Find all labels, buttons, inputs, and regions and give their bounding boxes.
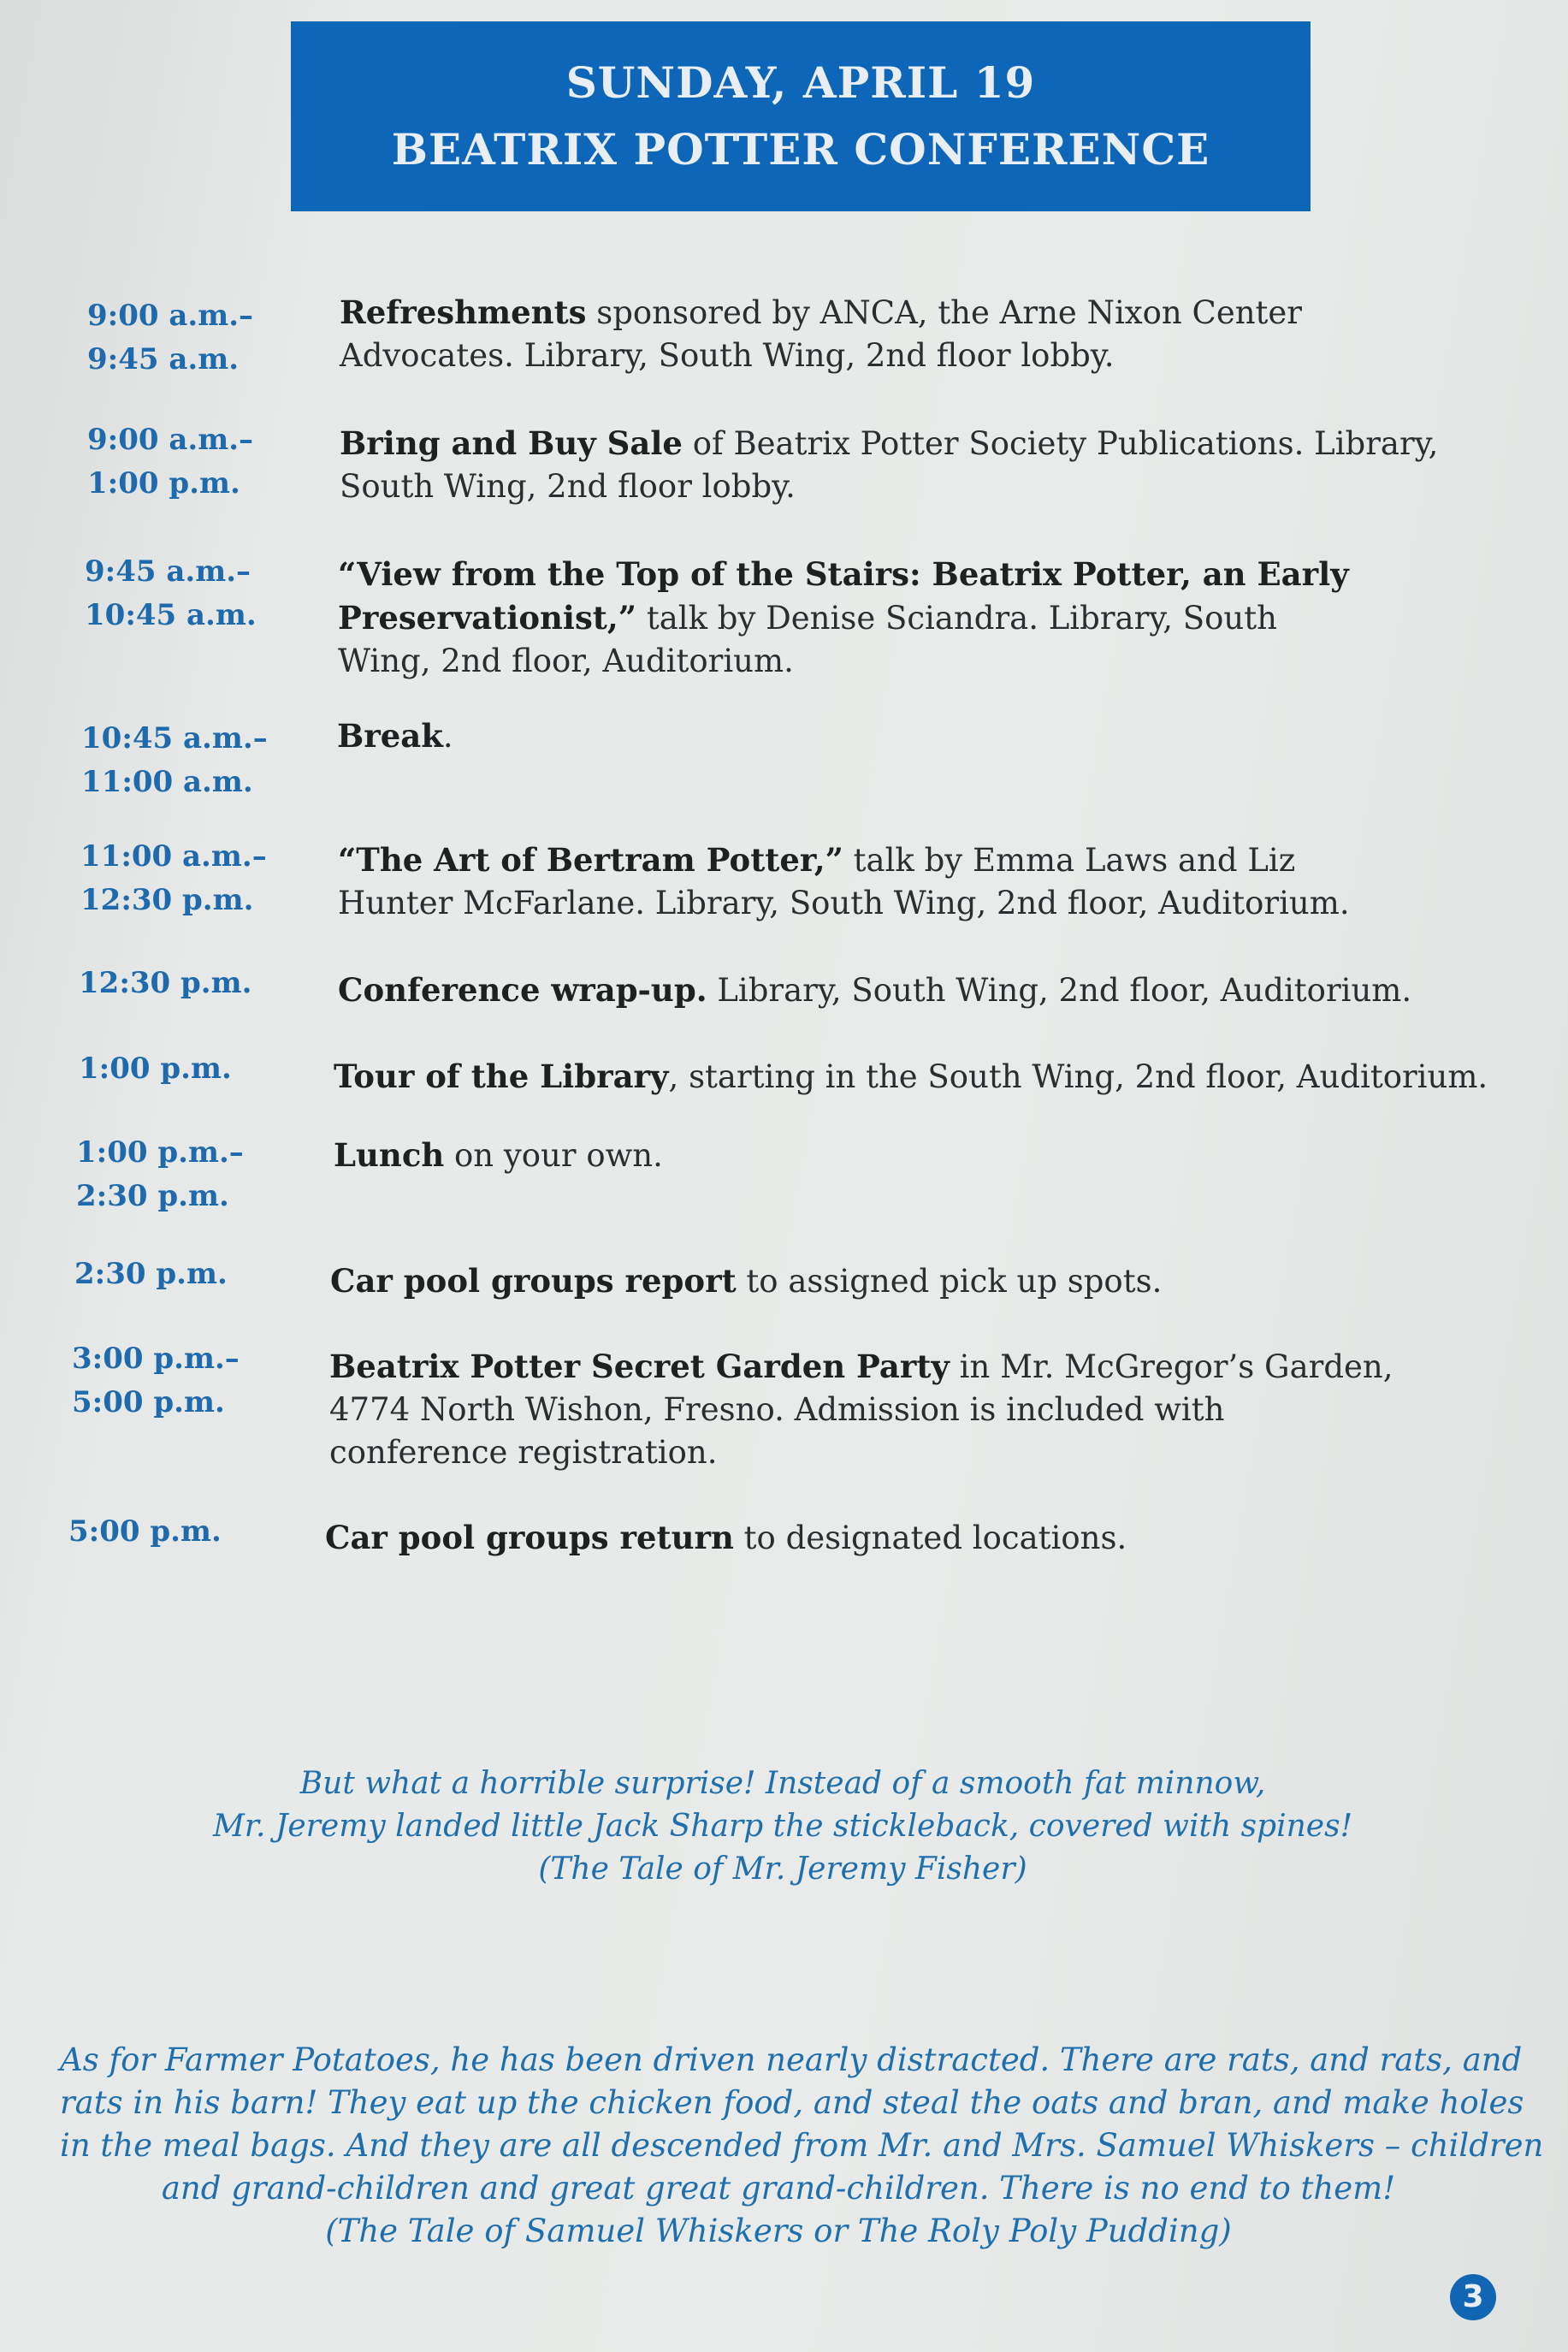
event-details: on your own. — [444, 1137, 663, 1174]
schedule-description — [334, 1134, 1471, 1177]
event-title: Bring and Buy Sale — [340, 424, 683, 462]
quote-line: in the meal bags. And they are all descended from Mr. and Mrs. Samuel Whiskers – children — [60, 2127, 1544, 2164]
schedule-description — [329, 1345, 1399, 1474]
schedule-time — [68, 1510, 317, 1554]
quote-source: (The Tale of Samuel Whiskers or The Roly Poly Pudding) — [325, 2213, 1232, 2249]
quote-source: (The Tale of Mr. Jeremy Fisher) — [538, 1851, 1027, 1887]
time-end: 5:00 p.m. — [72, 1385, 225, 1419]
time-start: 9:45 a.m.– — [85, 554, 251, 589]
schedule-time — [80, 835, 328, 922]
quote-line: rats in his barn! They eat up the chicken food, and steal the oats and bran, and make holes — [60, 2084, 1524, 2121]
time-start: 11:00 a.m.– — [80, 839, 267, 874]
time-end: 11:00 a.m. — [81, 765, 253, 799]
time-end: 2:30 p.m. — [76, 1179, 229, 1213]
schedule-description — [340, 422, 1477, 508]
event-title: Tour of the Library — [334, 1058, 669, 1095]
schedule-header — [291, 21, 1311, 211]
schedule-description — [338, 553, 1364, 683]
quote-line: and grand-children and great great grand-children. There is no end to them! — [161, 2170, 1396, 2207]
schedule-time — [81, 717, 329, 804]
time-start: 10:45 a.m.– — [81, 721, 268, 755]
event-title: Lunch — [334, 1136, 445, 1174]
time-start: 9:00 a.m.– — [87, 299, 254, 333]
schedule-description — [337, 714, 1475, 758]
event-title: “The Art of Bertram Potter,” — [338, 841, 843, 879]
page-number: 3 — [1450, 2274, 1496, 2320]
schedule-description — [334, 1055, 1531, 1099]
event-title: Car pool groups return — [325, 1519, 734, 1556]
schedule-description — [338, 838, 1416, 925]
quote-line: Mr. Jeremy landed little Jack Sharp the stickleback, covered with spines! — [212, 1809, 1353, 1844]
event-title: “View from the Top of the Stairs: Beatrix Potter, an Early Preservationist,” — [338, 555, 1349, 637]
time-start: 9:00 a.m.– — [87, 423, 254, 457]
event-details: talk by Emma Laws and Liz Hunter McFarlane. Library, South Wing, 2nd floor, Auditorium. — [338, 842, 1350, 921]
schedule-time — [87, 294, 335, 382]
time-start: 3:00 p.m.– — [72, 1342, 240, 1376]
event-details: talk by Denise Sciandra. Library, South Wing, 2nd floor, Auditorium. — [338, 600, 1277, 679]
header-title: BEATRIX POTTER CONFERENCE — [391, 124, 1210, 175]
schedule-time — [79, 962, 327, 1005]
schedule-time — [76, 1131, 324, 1218]
time-end: 10:45 a.m. — [85, 598, 257, 632]
event-details: of Beatrix Potter Society Publications. Library, South Wing, 2nd floor lobby. — [340, 425, 1439, 505]
schedule-description — [325, 1516, 1463, 1560]
event-details: . — [442, 718, 453, 755]
schedule-description — [338, 969, 1501, 1012]
time-start: 1:00 p.m. — [79, 1052, 232, 1086]
time-start: 12:30 p.m. — [79, 966, 252, 1000]
event-details: in Mr. McGregor’s Garden, 4774 North Wishon, Fresno. Admission is included with conference registration. — [329, 1348, 1393, 1471]
time-end: 12:30 p.m. — [80, 883, 254, 917]
schedule-time — [79, 1047, 327, 1091]
event-details: Library, South Wing, 2nd floor, Auditorium. — [707, 972, 1412, 1009]
time-end: 9:45 a.m. — [87, 342, 240, 376]
time-end: 1:00 p.m. — [87, 466, 240, 501]
event-details: sponsored by ANCA, the Arne Nixon Center Advocates. Library, South Wing, 2nd floor lobby. — [340, 294, 1302, 374]
event-details: to designated locations. — [733, 1520, 1127, 1556]
header-date: SUNDAY, APRIL 19 — [565, 57, 1036, 108]
time-start: 2:30 p.m. — [74, 1257, 228, 1291]
time-start: 5:00 p.m. — [68, 1514, 222, 1549]
schedule-time — [74, 1253, 322, 1296]
schedule-time — [85, 550, 333, 637]
quote-line: As for Farmer Potatoes, he has been driven nearly distracted. There are rats, and rats, and — [60, 2041, 1523, 2078]
schedule-description — [330, 1259, 1468, 1303]
schedule-description — [340, 291, 1477, 377]
event-title: Break — [337, 717, 443, 755]
event-details: , starting in the South Wing, 2nd floor, Auditorium. — [668, 1058, 1488, 1095]
event-title: Car pool groups report — [330, 1262, 737, 1300]
jeremy-fisher-quote — [188, 1763, 1377, 1891]
schedule-time — [72, 1337, 320, 1425]
event-details: to assigned pick up spots. — [736, 1263, 1163, 1300]
event-title: Beatrix Potter Secret Garden Party — [329, 1348, 950, 1385]
time-start: 1:00 p.m.– — [76, 1135, 244, 1170]
schedule-time — [87, 418, 335, 506]
event-title: Conference wrap-up. — [338, 971, 707, 1009]
samuel-whiskers-quote — [60, 2039, 1544, 2253]
quote-line: But what a horrible surprise! Instead of a smooth fat minnow, — [299, 1766, 1266, 1801]
event-title: Refreshments — [340, 293, 587, 331]
